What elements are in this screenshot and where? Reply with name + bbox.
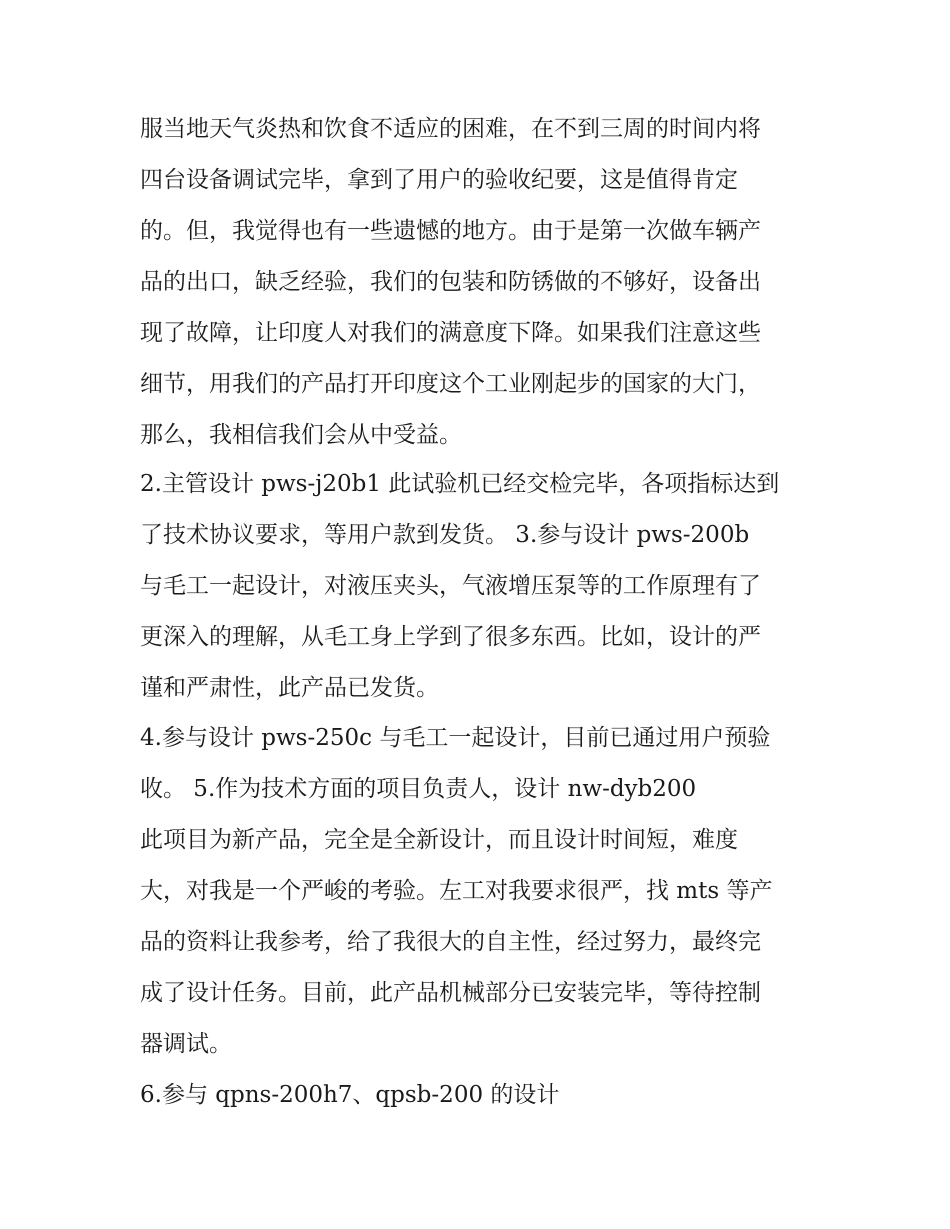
text-line: 器调试。 bbox=[140, 1031, 232, 1057]
text-line: 大，对我是一个严峻的考验。左工对我要求很严，找 mts 等产 bbox=[140, 878, 773, 904]
text-line: 四台设备调试完毕，拿到了用户的验收纪要，这是值得肯定 bbox=[140, 167, 738, 193]
text-line: 成了设计任务。目前，此产品机械部分已安装完毕，等待控制 bbox=[140, 980, 761, 1006]
text-line: 品的资料让我参考，给了我很大的自主性，经过努力，最终完 bbox=[140, 929, 761, 955]
list-item-4: 4.参与设计 pws-250c 与毛工一起设计，目前已通过用户预验 bbox=[140, 725, 771, 751]
text-line: 细节，用我们的产品打开印度这个工业刚起步的国家的大门， bbox=[140, 371, 761, 397]
list-item-6: 6.参与 qpns-200h7、qpsb-200 的设计 bbox=[140, 1082, 560, 1108]
text-line: 了技术协议要求，等用户款到发货。 3.参与设计 pws-200b bbox=[140, 522, 750, 548]
text-line: 收。 5.作为技术方面的项目负责人，设计 nw-dyb200 bbox=[140, 776, 697, 802]
list-item-2: 2.主管设计 pws-j20b1 此试验机已经交检完毕，各项指标达到 bbox=[140, 471, 780, 497]
text-line: 那么，我相信我们会从中受益。 bbox=[140, 422, 462, 448]
text-line: 此项目为新产品，完全是全新设计，而且设计时间短，难度 bbox=[140, 827, 738, 853]
text-line: 的。但，我觉得也有一些遗憾的地方。由于是第一次做车辆产 bbox=[140, 218, 761, 244]
text-line: 现了故障，让印度人对我们的满意度下降。如果我们注意这些 bbox=[140, 320, 761, 346]
text-line: 服当地天气炎热和饮食不适应的困难，在不到三周的时间内将 bbox=[140, 116, 761, 142]
text-line: 与毛工一起设计，对液压夹头，气液增压泵等的工作原理有了 bbox=[140, 573, 761, 599]
text-line: 谨和严肃性，此产品已发货。 bbox=[140, 675, 439, 701]
text-line: 更深入的理解，从毛工身上学到了很多东西。比如，设计的严 bbox=[140, 624, 761, 650]
text-line: 品的出口，缺乏经验，我们的包装和防锈做的不够好，设备出 bbox=[140, 269, 761, 295]
